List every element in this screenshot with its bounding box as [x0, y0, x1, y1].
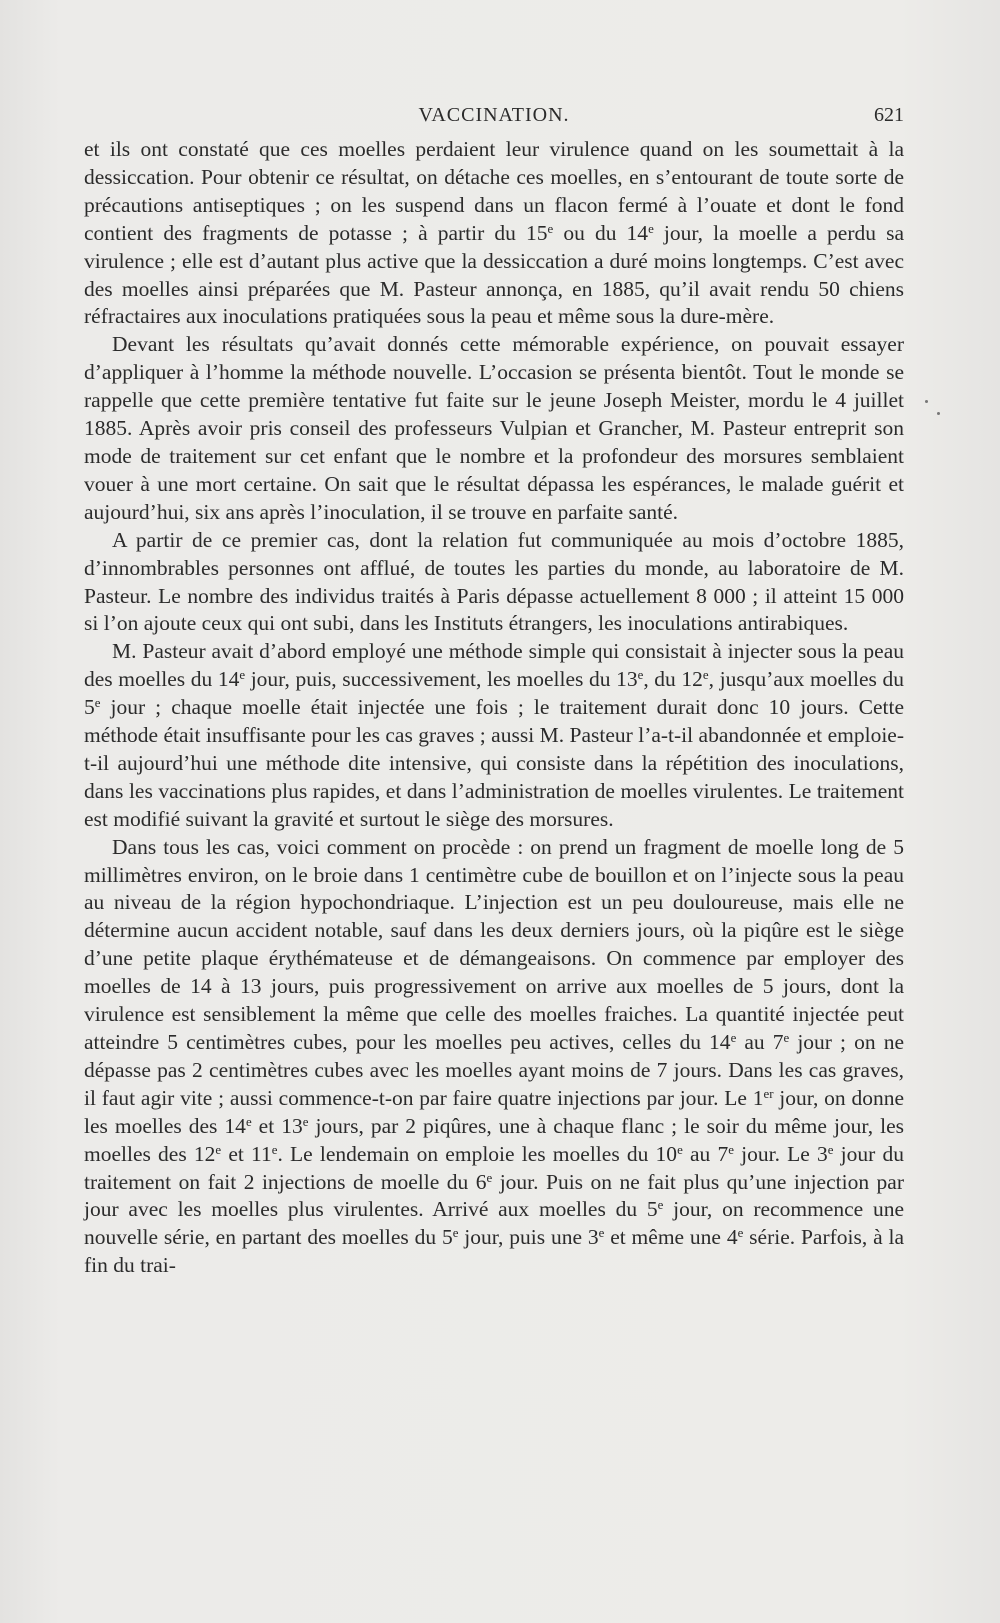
ordinal-superscript: e	[702, 668, 709, 683]
text-run: , jusqu’aux moelles du 5	[84, 667, 904, 720]
text-run: jour, on recommence une nouvelle série, en partant des moelles du 5	[84, 1197, 904, 1250]
ordinal-superscript: e	[215, 1142, 222, 1157]
paragraph	[84, 834, 904, 1281]
text-run: ou du 14	[553, 220, 649, 245]
text-run: jour, puis une 3	[458, 1225, 599, 1250]
text-run: . Le lendemain on emploie les moelles du 10	[277, 1141, 678, 1166]
ordinal-superscript: e	[827, 1142, 834, 1157]
ordinal-superscript: er	[763, 1086, 774, 1101]
ordinal-superscript: e	[728, 1142, 734, 1157]
text-run: et ils ont constaté que ces moelles perdaient leur virulence quand on les soumettait à la dessiccation. Pour obtenir ce résultat, on détache ces moelles, en s’entourant de toute sorte de précautions antiseptiques ; on les suspend dans un flacon fermé à l’ouate et dont le fond contient des fragments de potasse ; à partir du 15	[84, 137, 904, 245]
text-run: jour. Puis on ne fait plus qu’une injection par jour avec les moelles plus virulentes. Arrivé aux moelles du 5	[84, 1169, 904, 1222]
paragraph	[84, 331, 904, 526]
paragraph	[84, 638, 904, 833]
text-run: au 7	[682, 1141, 729, 1166]
margin-speck	[937, 412, 940, 415]
text-run: jour, puis, successivement, les moelles du 13	[245, 667, 638, 692]
text-run: au 7	[736, 1030, 784, 1054]
ordinal-superscript: e	[452, 1226, 459, 1241]
text-run: A partir de ce premier cas, dont la relation fut communiquée au mois d’octobre 1885, d’innombrables personnes ont afflué, de toutes les parties du monde, au laboratoire de M. Pasteur. Le nombre des individus traités à Paris dépasse actuellement 8 000 ; il atteint 15 000 si l’on ajoute ceux qui ont subi, dans les Instituts étrangers, les inoculations antirabiques.	[84, 527, 904, 636]
text-run: série. Parfois, à la fin du trai-	[84, 1225, 905, 1278]
text-run: , du 12	[643, 667, 703, 692]
paragraph	[84, 136, 904, 331]
ordinal-superscript: e	[737, 1226, 744, 1241]
text-run: jour ; on ne dépasse pas 2 centimètres cubes avec les moelles ayant moins de 7 jours. Dans les cas graves, il faut agir vite ; aussi commence-t-on par faire quatre injections par jour. Le 1	[84, 1030, 904, 1110]
running-title: VACCINATION.	[418, 104, 570, 126]
ordinal-superscript: e	[94, 696, 101, 711]
ordinal-superscript: e	[730, 1030, 737, 1045]
ordinal-superscript: e	[239, 668, 246, 683]
body-text	[84, 136, 904, 1280]
text-run: et même une 4	[604, 1225, 738, 1250]
text-run: jour, on donne les moelles des 14	[84, 1085, 904, 1138]
ordinal-superscript: e	[302, 1114, 309, 1129]
text-run: jour ; chaque moelle était injectée une fois ; le traitement durait donc 10 jours. Cette méthode était insuffisante pour les cas graves ; aussi M. Pasteur l’a-t-il abandonnée et emploie-t-il aujourd’hui une méthode dite intensive, qui consiste dans la répétition des inoculations, dans les vaccinations plus rapides, et dans l’administration de moelles virulentes. Le traitement est modifié suivant la gravité et surtout le siège des morsures.	[84, 695, 904, 831]
ordinal-superscript: e	[245, 1114, 252, 1129]
margin-speck	[925, 400, 928, 403]
ordinal-superscript: e	[677, 1142, 683, 1157]
ordinal-superscript: e	[598, 1226, 605, 1241]
text-run: Dans tous les cas, voici comment on procède : on prend un fragment de moelle long de 5 millimètres environ, on le broie dans 1 centimètre cube de bouillon et on l’injecte sous la peau au niveau de la région hypochondriaque. L’injection est un peu douloureuse, mais elle ne détermine aucun accident notable, sauf dans les deux derniers jours, où la piqûre est le siège d’une petite plaque érythémateuse et de démangeaisons. On commence par employer des moelles de 14 à 13 jours, puis progressivement on arrive aux moelles de 5 jours, dont la virulence est sensiblement la même que celle des moelles fraiches. La quantité injectée peut atteindre 5 centimètres cubes, pour les moelles peu actives, celles du 14	[84, 834, 904, 1054]
text-run: jour, la moelle a perdu sa virulence ; elle est d’autant plus active que la dessiccation a duré moins longtemps. C’est avec des moelles ainsi préparées que M. Pasteur annonça, en 1885, qu’il avait rendu 50 chiens réfractaires aux inoculations pratiquées sous la peau et même sous la dure-mère.	[84, 220, 905, 329]
text-run: M. Pasteur avait d’abord employé une méthode simple qui consistait à injecter sous la peau des moelles du 14	[84, 639, 904, 692]
ordinal-superscript: e	[648, 221, 654, 236]
ordinal-superscript: e	[486, 1170, 493, 1185]
text-run: jour du traitement on fait 2 injections de moelle du 6	[84, 1141, 905, 1194]
ordinal-superscript: e	[657, 1198, 664, 1213]
running-head	[84, 104, 904, 134]
paragraph	[84, 527, 904, 639]
text-run: et 11	[221, 1141, 272, 1166]
text-run: jour. Le 3	[733, 1141, 828, 1166]
text-run: Devant les résultats qu’avait donnés cette mémorable expérience, on pouvait essayer d’appliquer à l’homme la méthode nouvelle. L’occasion se présenta bientôt. Tout le monde se rappelle que cette première tentative fut faite sur le jeune Joseph Meister, mordu le 4 juillet 1885. Après avoir pris conseil des professeurs Vulpian et Grancher, M. Pasteur entreprit son mode de traitement sur cet enfant que le nombre et la profondeur des morsures semblaient vouer à une mort certaine. On sait que le résultat dépassa les espérances, le malade guérit et aujourd’hui, six ans après l’inoculation, il se trouve en parfaite santé.	[84, 332, 904, 524]
ordinal-superscript: e	[637, 668, 644, 683]
ordinal-superscript: e	[547, 221, 554, 236]
ordinal-superscript: e	[783, 1030, 790, 1045]
page-number: 621	[874, 104, 904, 126]
ordinal-superscript: e	[271, 1142, 278, 1157]
text-run: et 13	[251, 1113, 303, 1138]
text-run: jours, par 2 piqûres, une à chaque flanc ; le soir du même jour, les moelles des 12	[84, 1113, 904, 1166]
